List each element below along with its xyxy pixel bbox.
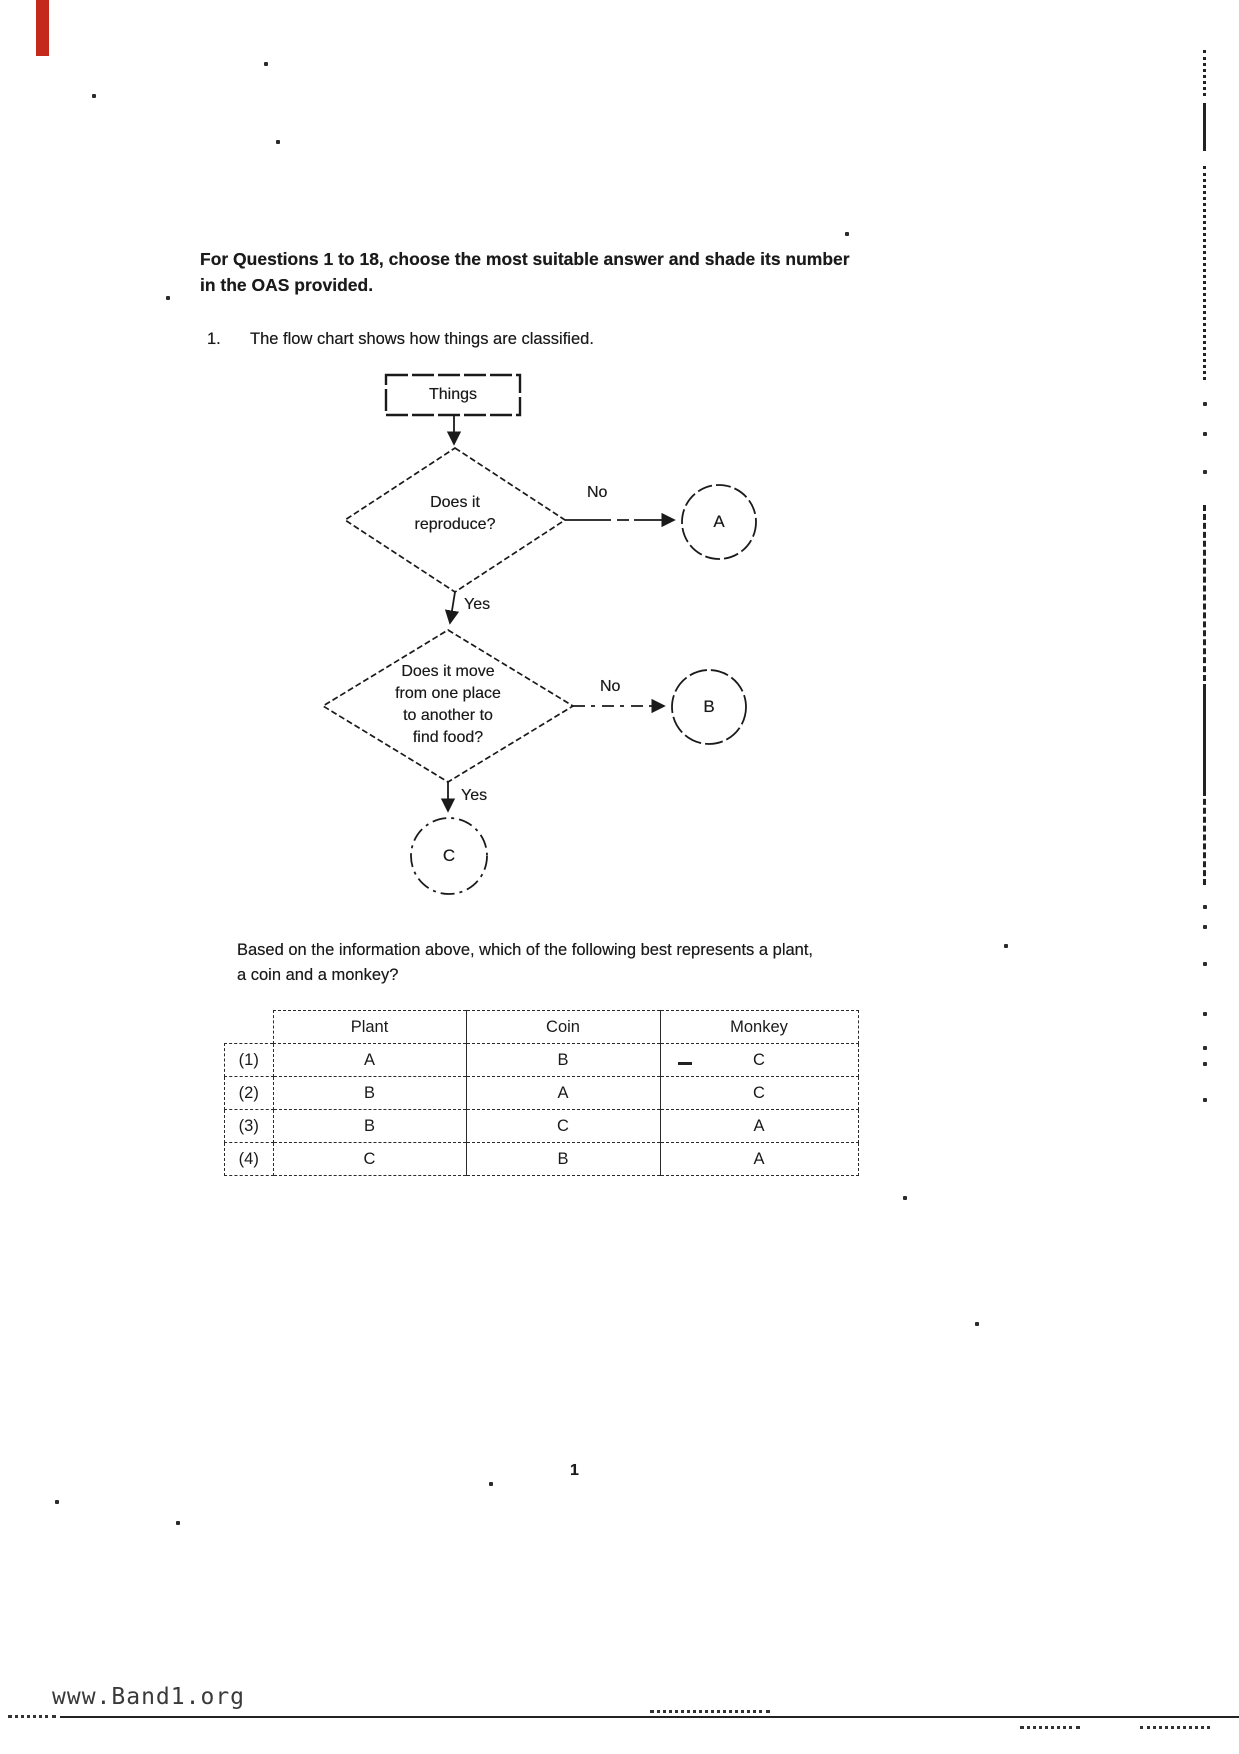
table-row	[225, 1044, 859, 1077]
noise-speck	[845, 232, 849, 236]
prompt-line-1: Based on the information above, which of the following best represents a plant,	[237, 941, 814, 959]
margin-dot	[1203, 925, 1207, 929]
decision2-line-2: from one place	[395, 685, 501, 702]
flowchart-diagram	[300, 360, 780, 905]
margin-perforation	[1203, 505, 1206, 690]
prompt-text	[237, 938, 917, 988]
cell-coin: B	[466, 1044, 660, 1077]
decision2-line-4: find food?	[412, 729, 484, 746]
table-header-row	[225, 1011, 859, 1044]
noise-speck	[55, 1500, 59, 1504]
branch2-no-label: No	[600, 678, 621, 695]
margin-perforation	[1203, 50, 1206, 96]
cell-coin: B	[466, 1143, 660, 1176]
header-coin: Coin	[466, 1011, 660, 1044]
decision1-line-2: reproduce?	[414, 516, 496, 533]
table-row	[225, 1110, 859, 1143]
noise-speck	[1004, 944, 1008, 948]
header-spacer-cell	[225, 1011, 274, 1044]
table-row	[225, 1143, 859, 1176]
instructions-text	[200, 246, 900, 298]
cell-monkey: C	[660, 1077, 858, 1110]
noise-dash	[678, 1062, 692, 1065]
noise-speck	[166, 296, 170, 300]
margin-dot	[1203, 1046, 1207, 1050]
cell-plant: C	[273, 1143, 466, 1176]
margin-dot	[1203, 432, 1207, 436]
branch2-yes-label: Yes	[461, 787, 488, 804]
noise-speck	[903, 1196, 907, 1200]
instructions-line-2: in the OAS provided.	[200, 275, 374, 295]
margin-dot	[1203, 962, 1207, 966]
instructions-line-1: For Questions 1 to 18, choose the most suitable answer and shade its number	[200, 249, 850, 269]
margin-perforation	[1203, 790, 1206, 885]
margin-dot	[1203, 905, 1207, 909]
flowchart-decision1-label	[375, 492, 535, 536]
terminal-a-label: A	[713, 512, 725, 531]
footer-dots	[650, 1710, 770, 1713]
prompt-line-2: a coin and a monkey?	[237, 966, 399, 984]
margin-dot	[1203, 402, 1207, 406]
branch1-yes-label: Yes	[464, 596, 491, 613]
decision2-line-3: to another to	[403, 707, 493, 724]
option-label: (1)	[225, 1044, 274, 1077]
footer-rule	[60, 1716, 1239, 1718]
terminal-b-label: B	[703, 697, 715, 716]
header-plant: Plant	[273, 1011, 466, 1044]
margin-dot	[1203, 470, 1207, 474]
decision2-line-1: Does it move	[401, 663, 495, 680]
decision1-line-1: Does it	[430, 494, 480, 511]
noise-speck	[92, 94, 96, 98]
noise-speck	[975, 1322, 979, 1326]
cell-coin: A	[466, 1077, 660, 1110]
margin-dot	[1203, 1012, 1207, 1016]
margin-perforation	[1203, 103, 1206, 151]
noise-speck	[176, 1521, 180, 1525]
margin-perforation	[1203, 166, 1206, 380]
option-label: (3)	[225, 1110, 274, 1143]
cell-coin: C	[466, 1110, 660, 1143]
branch1-no-label: No	[587, 484, 608, 501]
header-monkey: Monkey	[660, 1011, 858, 1044]
cell-plant: A	[273, 1044, 466, 1077]
option-label: (4)	[225, 1143, 274, 1176]
noise-speck	[276, 140, 280, 144]
page-number: 1	[570, 1462, 579, 1479]
footer-dots	[8, 1715, 56, 1718]
cell-monkey: A	[660, 1143, 858, 1176]
cell-monkey: A	[660, 1110, 858, 1143]
footer-dots	[1140, 1726, 1210, 1729]
noise-speck	[489, 1482, 493, 1486]
cell-monkey: C	[660, 1044, 858, 1077]
margin-dot	[1203, 1062, 1207, 1066]
cell-plant: B	[273, 1110, 466, 1143]
table-row	[225, 1077, 859, 1110]
footer-dots	[1020, 1726, 1080, 1729]
margin-dot	[1203, 1098, 1207, 1102]
question-text: The flow chart shows how things are classified.	[250, 330, 594, 348]
cell-plant: B	[273, 1077, 466, 1110]
flowchart-decision2-label	[363, 661, 533, 749]
flowchart-start-label: Things	[428, 386, 478, 403]
question-number: 1.	[207, 330, 221, 348]
margin-perforation	[1203, 690, 1206, 790]
noise-speck	[264, 62, 268, 66]
scan-red-mark	[36, 0, 49, 56]
option-label: (2)	[225, 1077, 274, 1110]
terminal-c-label: C	[442, 846, 456, 865]
footer-url: www.Band1.org	[52, 1684, 246, 1710]
answer-options-table	[224, 1010, 859, 1176]
